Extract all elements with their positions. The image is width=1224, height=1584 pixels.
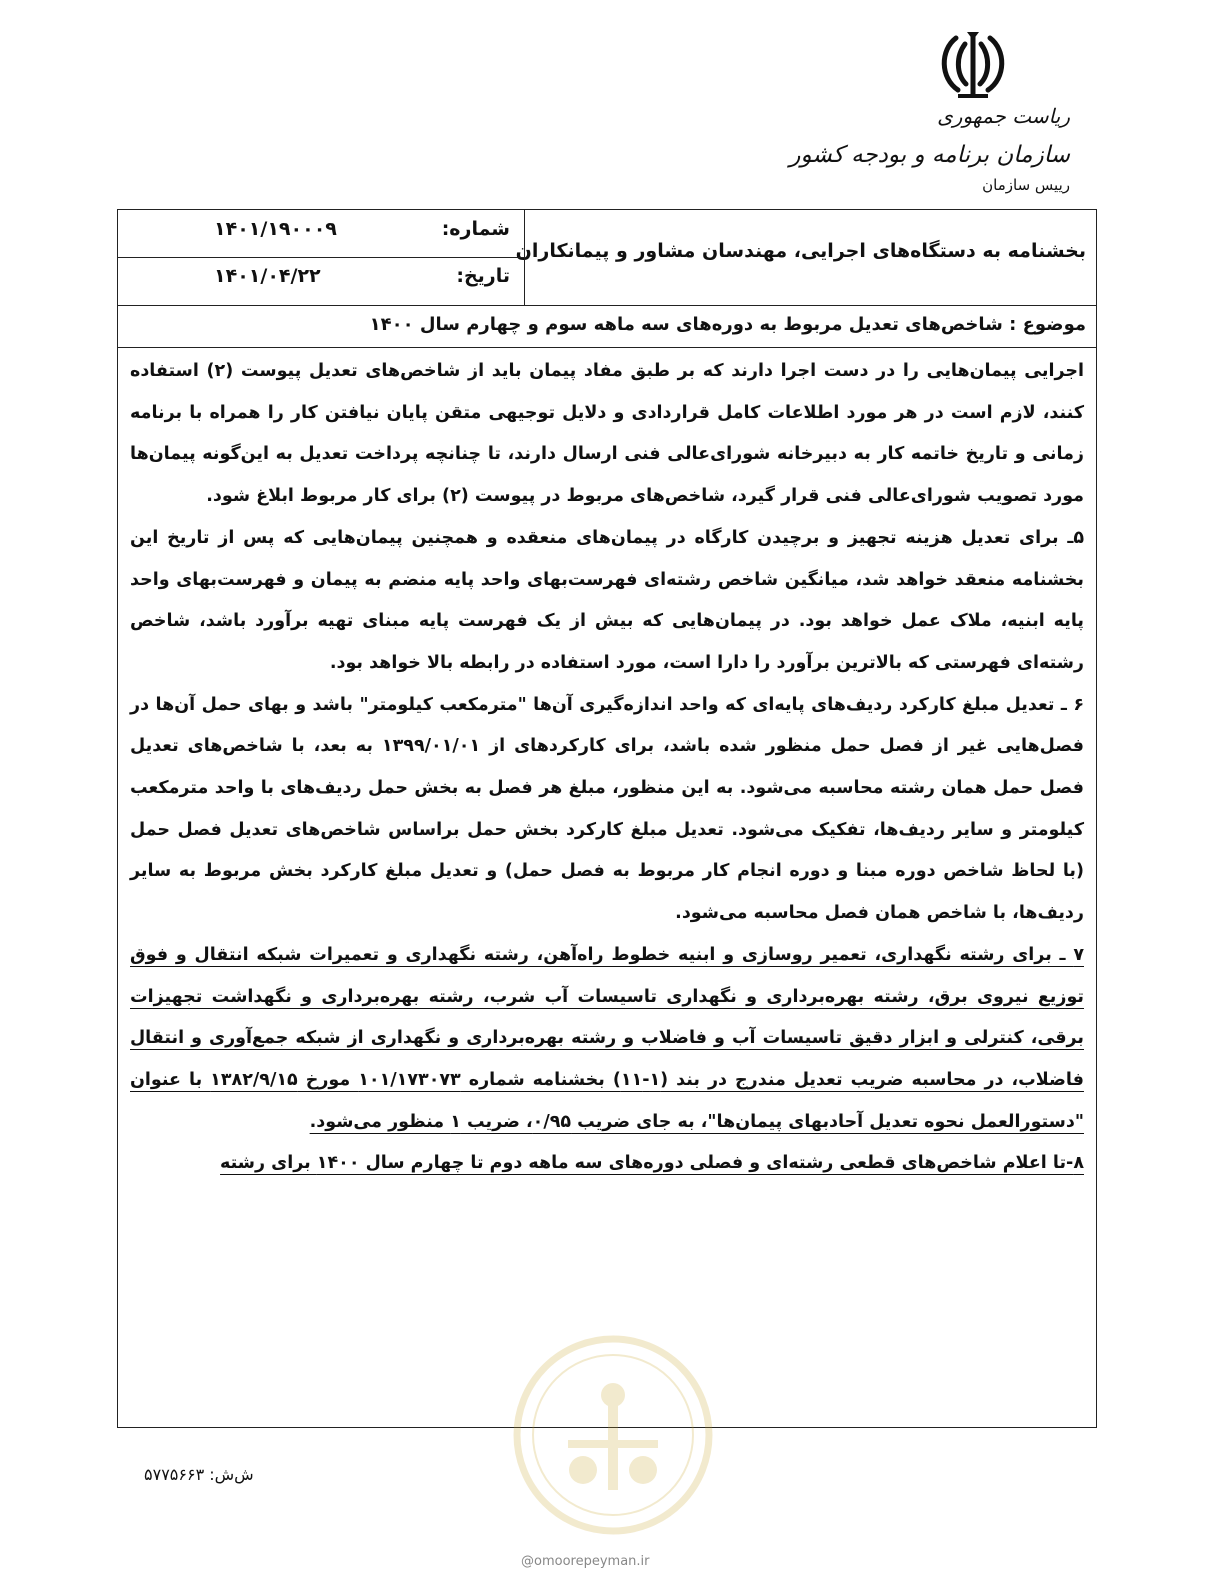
- watermark-seal-icon: [508, 1330, 718, 1540]
- paragraph-continued: اجرایی پیمان‌هایی را در دست اجرا دارند که بر طبق مفاد پیمان باید از شاخص‌های تعدیل پیوست (۲) استفاده کنند، لازم است در هر مورد اطلاعات کامل قراردادی و دلایل توجیهی متقن پایان نیافتن کار را همراه با برنامه زمانی و تاریخ خاتمه کار به دبیرخانه شورای‌عالی فنی ارسال دارند، تا چنانچه پرداخت تعدیل به این‌گونه پیمان‌ها مورد تصویب شورای‌عالی فنی قرار گیرد، شاخص‌های مربوط در پیوست (۲) برای کار مربوط ابلاغ شود.: [130, 361, 1084, 507]
- number-date-box: [118, 210, 525, 305]
- paragraph-7: ۷ ـ برای رشته نگهداری، تعمیر روسازی و ابنیه خطوط راه‌آهن، رشته نگهداری و تعمیرات شبکه انتقال و فوق توزیع نیروی برق، رشته بهره‌برداری و نگهداری تاسیسات آب شرب، رشته بهره‌برداری و نگهداشت تجهیزات برقی، کنترلی و ابزار دقیق تاسیسات آب و فاضلاب و رشته بهره‌برداری و نگهداری از شبکه جمع‌آوری و انتقال فاضلاب، در محاسبه ضریب تعدیل مندرج در بند (۱-۱۱) بخشنامه شماره ۱۰۱/۱۷۳۰۷۳ مورخ ۱۳۸۲/۹/۱۵ با عنوان "دستورالعمل نحوه تعدیل آحادبهای پیمان‌ها"، به جای ضریب ۰/۹۵، ضریب ۱ منظور می‌شود.: [130, 944, 1084, 1132]
- paragraph-6: ۶ ـ تعدیل مبلغ کارکرد ردیف‌های پایه‌ای که واحد اندازه‌گیری آن‌ها "مترمکعب کیلومتر" باشد و بهای حمل آن‌ها در فصل‌هایی غیر از فصل حمل منظور شده باشد، برای کارکردهای از ۱۳۹۹/۰۱/۰۱ به بعد، با شاخص‌های تعدیل فصل حمل همان رشته محاسبه می‌شود. به این منظور، مبلغ هر فصل به بخش حمل ردیف‌های با واحد مترمکعب کیلومتر و سایر ردیف‌ها، تفکیک می‌شود. تعدیل مبلغ کارکرد بخش حمل براساس شاخص‌های تعدیل فصل حمل (با لحاظ شاخص دوره مبنا و دوره انجام کار مربوط به فصل حمل) و تعدیل مبلغ کارکرد بخش مربوط به سایر ردیف‌ها، با شاخص همان فصل محاسبه می‌شود.: [130, 694, 1084, 924]
- org-line-head: رییس سازمان: [982, 176, 1070, 194]
- paragraph-8: ۸-تا اعلام شاخص‌های قطعی رشته‌ای و فصلی دوره‌های سه ماهه دوم تا چهارم سال ۱۴۰۰ برای رشته: [220, 1153, 1084, 1174]
- number-value: ۱۴۰۱/۱۹۰۰۰۹: [214, 218, 337, 240]
- date-value: ۱۴۰۱/۰۴/۲۲: [214, 265, 321, 287]
- footer-code: ش‌ش: ۵۷۷۵۶۶۳: [144, 1465, 254, 1484]
- letter-body: [130, 351, 1084, 1185]
- org-line-organization: سازمان برنامه و بودجه کشور: [789, 142, 1070, 168]
- subject-row: [118, 305, 1096, 348]
- org-line-presidency: ریاست جمهوری: [937, 104, 1070, 128]
- date-label: تاریخ:: [456, 265, 510, 287]
- subject-line: موضوع : شاخص‌های تعدیل مربوط به دوره‌های سه ماهه سوم و چهارم سال ۱۴۰۰: [369, 314, 1086, 335]
- number-label: شماره:: [441, 218, 510, 240]
- paragraph-5: ۵ـ برای تعدیل هزینه تجهیز و برچیدن کارگاه در پیمان‌های منعقده و همچنین پیمان‌هایی که پس از تاریخ این بخشنامه منعقد خواهد شد، میانگین شاخص رشته‌ای فهرست‌بهای واحد پایه منضم به پیمان و فهرست‌بهای واحد پایه ابنیه، ملاک عمل خواهد بود. در پیمان‌هایی که بیش از یک فهرست پایه مبنای تهیه برآورد باشد، شاخص رشته‌ای فهرستی که بالاترین برآورد را دارا است، مورد استفاده در رابطه بالا خواهد بود.: [130, 527, 1084, 673]
- date-row: [118, 257, 524, 304]
- number-row: [118, 210, 524, 258]
- recipients-line: بخشنامه به دستگاه‌های اجرایی، مهندسان مشاور و پیمانکاران: [515, 240, 1086, 262]
- letter-frame: [117, 209, 1097, 1428]
- iran-emblem-icon: [934, 28, 1012, 102]
- footer-website: @omoorepeyman.ir: [521, 1554, 650, 1569]
